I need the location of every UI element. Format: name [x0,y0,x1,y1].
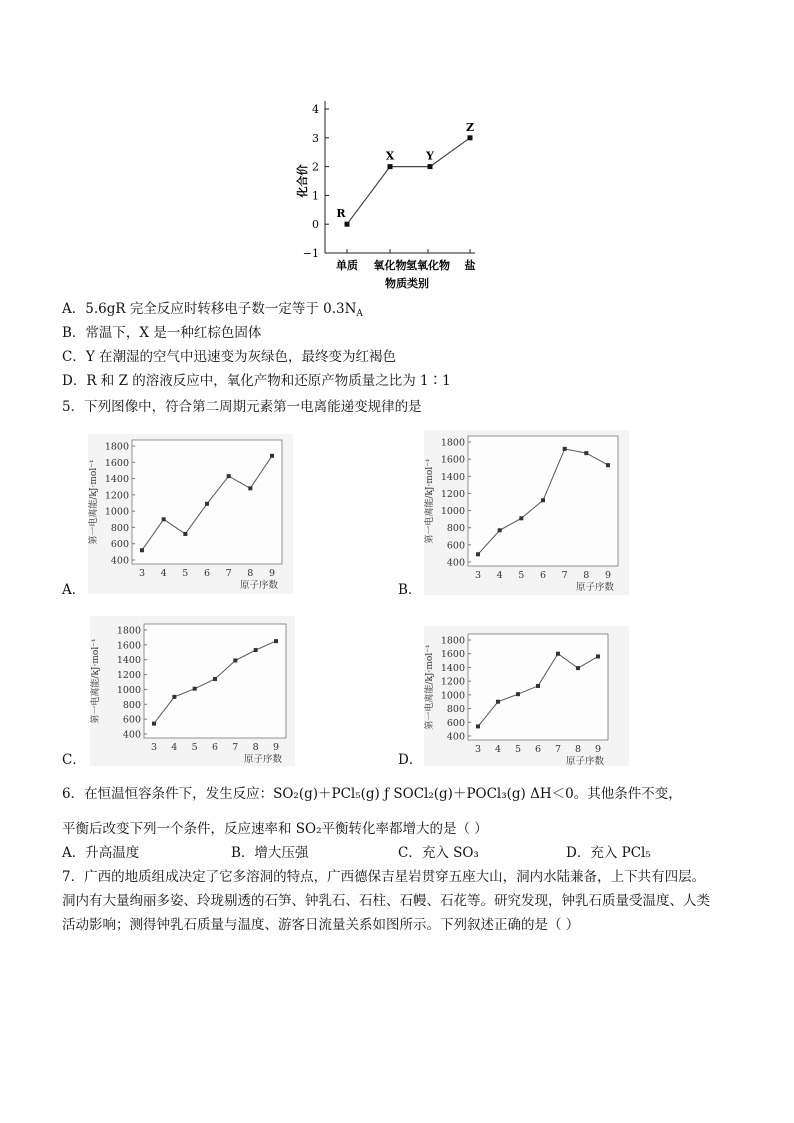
q4-option-a: A．5.6gR 完全反应时转移电子数一定等于 $0.3N_A$ [62,301,363,319]
q6-option-a: A．升高温度 [62,845,140,861]
data-point [496,700,500,704]
data-point [248,486,252,490]
x-tick-label: 8 [247,568,254,579]
q6-option-c: C．充入 SO₃ [398,845,479,861]
x-tick-label: 5 [514,744,522,755]
y-tick-label: 800 [446,523,465,535]
x-tick-label: 7 [554,744,562,755]
data-point [254,648,258,652]
data-point [476,724,480,728]
data-point [584,451,588,455]
y-axis-label: 第一电离能/kJ·mol⁻¹ [425,458,435,544]
data-point [519,516,523,520]
data-point [606,463,610,467]
y-tick-label: 1200 [116,670,141,682]
y-axis-label: 第一电离能/kJ·mol⁻¹ [91,638,101,724]
x-tick-label: 4 [496,570,503,581]
y-axis-label: 第一电离能/kJ·mol⁻¹ [425,644,435,730]
y-tick-label: 400 [110,555,129,567]
q4-option-b: B．常温下，X 是一种红棕色固体 [62,325,262,341]
q4-option-c: C．Y 在潮湿的空气中迅速变为灰绿色，最终变为红褐色 [62,349,397,365]
y-axis-label: 化合价 [296,164,309,198]
q6-stem-line1: 6．在恒温恒容条件下，发生反应：SO₂(g)＋PCl₅(g) ƒ SOCl₂(g)＋POCl₃(g) ΔH＜0。其他条件不变， [62,786,682,802]
x-axis-label: 原子序数 [575,582,614,593]
point-label: X [385,149,395,163]
q6-option-d: D．充入 PCl₅ [566,845,651,861]
x-tick-label: 3 [138,568,146,579]
q5-label-b: B． [398,582,422,598]
x-tick-label: 8 [574,744,582,755]
data-point [596,654,600,658]
x-tick-label: 5 [182,568,189,579]
x-tick-label: 4 [171,742,178,753]
x-tick-label: 3 [474,570,482,581]
y-tick-label: 600 [122,714,141,726]
x-tick-label: 8 [252,742,259,753]
y-tick-label: 2 [312,160,319,174]
data-point [193,687,197,691]
y-tick-label: 800 [122,699,141,711]
q6-option-b: B．增大压强 [231,845,309,861]
x-tick-label: 7 [232,742,239,753]
y-tick-label: 1800 [116,625,141,637]
valence-chart [290,95,490,295]
y-tick-label: 1000 [440,506,465,518]
y-tick-label: 1800 [440,635,465,647]
x-category-label: 盐 [464,259,476,272]
x-tick-label: 6 [203,568,211,579]
y-tick-label: 1400 [116,655,141,667]
data-point [536,684,540,688]
x-tick-label: 9 [272,742,280,753]
y-tick-label: 3 [312,131,319,145]
data-point [498,528,502,532]
y-tick-label: 1800 [104,441,129,453]
y-tick-label: 800 [446,704,465,716]
q7-line3: 活动影响；测得钟乳石质量与温度、游客日流量关系如图所示。下列叙述正确的是（ ） [62,917,580,933]
q5-label-a: A． [62,582,86,598]
q5-label-d: D． [398,752,423,768]
x-tick-label: 9 [604,570,612,581]
y-tick-label: 1400 [440,662,465,674]
y-tick-label: 1600 [440,649,465,661]
x-category-label: 氧化物 [373,259,407,272]
x-tick-label: 6 [211,742,219,753]
data-point [576,666,580,670]
q5-stem: 5．下列图像中，符合第二周期元素第一电离能递变规律的是 [62,399,422,415]
y-tick-label: 1 [312,189,319,203]
x-tick-label: 9 [268,568,276,579]
y-tick-label: 600 [446,540,465,552]
data-point [172,695,176,699]
y-tick-label: 1000 [440,690,465,702]
data-point [468,135,473,140]
ie-chart-d [424,626,629,766]
y-axis-label: 第一电离能/kJ·mol⁻¹ [89,459,99,545]
y-tick-label: 1200 [104,490,129,502]
x-tick-label: 7 [561,570,568,581]
x-tick-label: 8 [583,570,590,581]
y-tick-label: 400 [446,731,465,743]
y-tick-label: −1 [302,247,319,260]
x-axis-label: 原子序数 [239,580,278,591]
x-category-label: 氢氧化物 [406,259,450,272]
y-tick-label: 800 [110,522,129,534]
x-axis-label: 原子序数 [243,754,282,765]
x-tick-label: 6 [534,744,542,755]
x-tick-label: 4 [160,568,167,579]
y-tick-label: 400 [446,557,465,569]
y-tick-label: 1800 [440,437,465,449]
x-tick-label: 4 [494,744,502,755]
x-tick-label: 3 [150,742,158,753]
y-tick-label: 1600 [440,454,465,466]
x-tick-label: 9 [594,744,602,755]
q6-stem-line2: 平衡后改变下列一个条件，反应速率和 SO₂平衡转化率都增大的是（ ） [62,821,488,837]
x-axis-label: 原子序数 [565,756,604,766]
x-tick-label: 3 [474,744,482,755]
q7-line1: 7．广西的地质组成决定了它多溶洞的特点，广西德保吉星岩贯穿五座大山，洞内水陆兼备，上下共有四层。 [62,869,706,885]
y-tick-label: 1200 [440,488,465,500]
data-point [428,164,433,169]
data-point [556,652,560,656]
data-point [563,447,567,451]
data-point [227,474,231,478]
data-point [140,548,144,552]
data-point [162,517,166,521]
data-point [345,222,350,227]
y-tick-label: 1000 [104,506,129,518]
ie-chart-b [424,430,629,595]
data-point [274,639,278,643]
y-tick-label: 600 [110,539,129,551]
x-tick-label: 7 [225,568,232,579]
data-point [388,164,393,169]
x-tick-label: 6 [539,570,547,581]
y-tick-label: 1200 [440,676,465,688]
data-point [205,502,209,506]
x-tick-label: 5 [191,742,198,753]
y-tick-label: 1000 [116,684,141,696]
y-tick-label: 1400 [440,471,465,483]
y-tick-label: 600 [446,717,465,729]
y-tick-label: 0 [312,218,319,232]
x-axis-label: 物质类别 [385,277,429,290]
q5-label-c: C． [62,752,86,768]
x-tick-label: 5 [518,570,525,581]
data-point [233,658,237,662]
series-line [347,138,470,224]
data-point [476,552,480,556]
y-tick-label: 4 [312,103,319,116]
data-point [213,677,217,681]
data-point [270,454,274,458]
x-category-label: 单质 [336,259,358,272]
q7-line2: 洞内有大量绚丽多姿、玲珑剔透的石笋、钟乳石、石柱、石幔、石花等。研究发现，钟乳石质量受温度、人类 [62,893,710,909]
y-tick-label: 1600 [104,457,129,469]
point-label: Y [426,149,434,163]
point-label: Z [465,120,475,134]
ie-chart-c [90,616,295,766]
data-point [152,722,156,726]
data-point [541,498,545,502]
point-label: R [336,207,346,221]
y-tick-label: 400 [122,729,141,741]
data-point [516,692,520,696]
data-point [183,532,187,536]
y-tick-label: 1400 [104,474,129,486]
ie-chart-a [88,434,293,594]
q4-option-d: D．R 和 Z 的溶液反应中，氧化产物和还原产物质量之比为 1∶1 [62,373,451,389]
y-tick-label: 1600 [116,640,141,652]
